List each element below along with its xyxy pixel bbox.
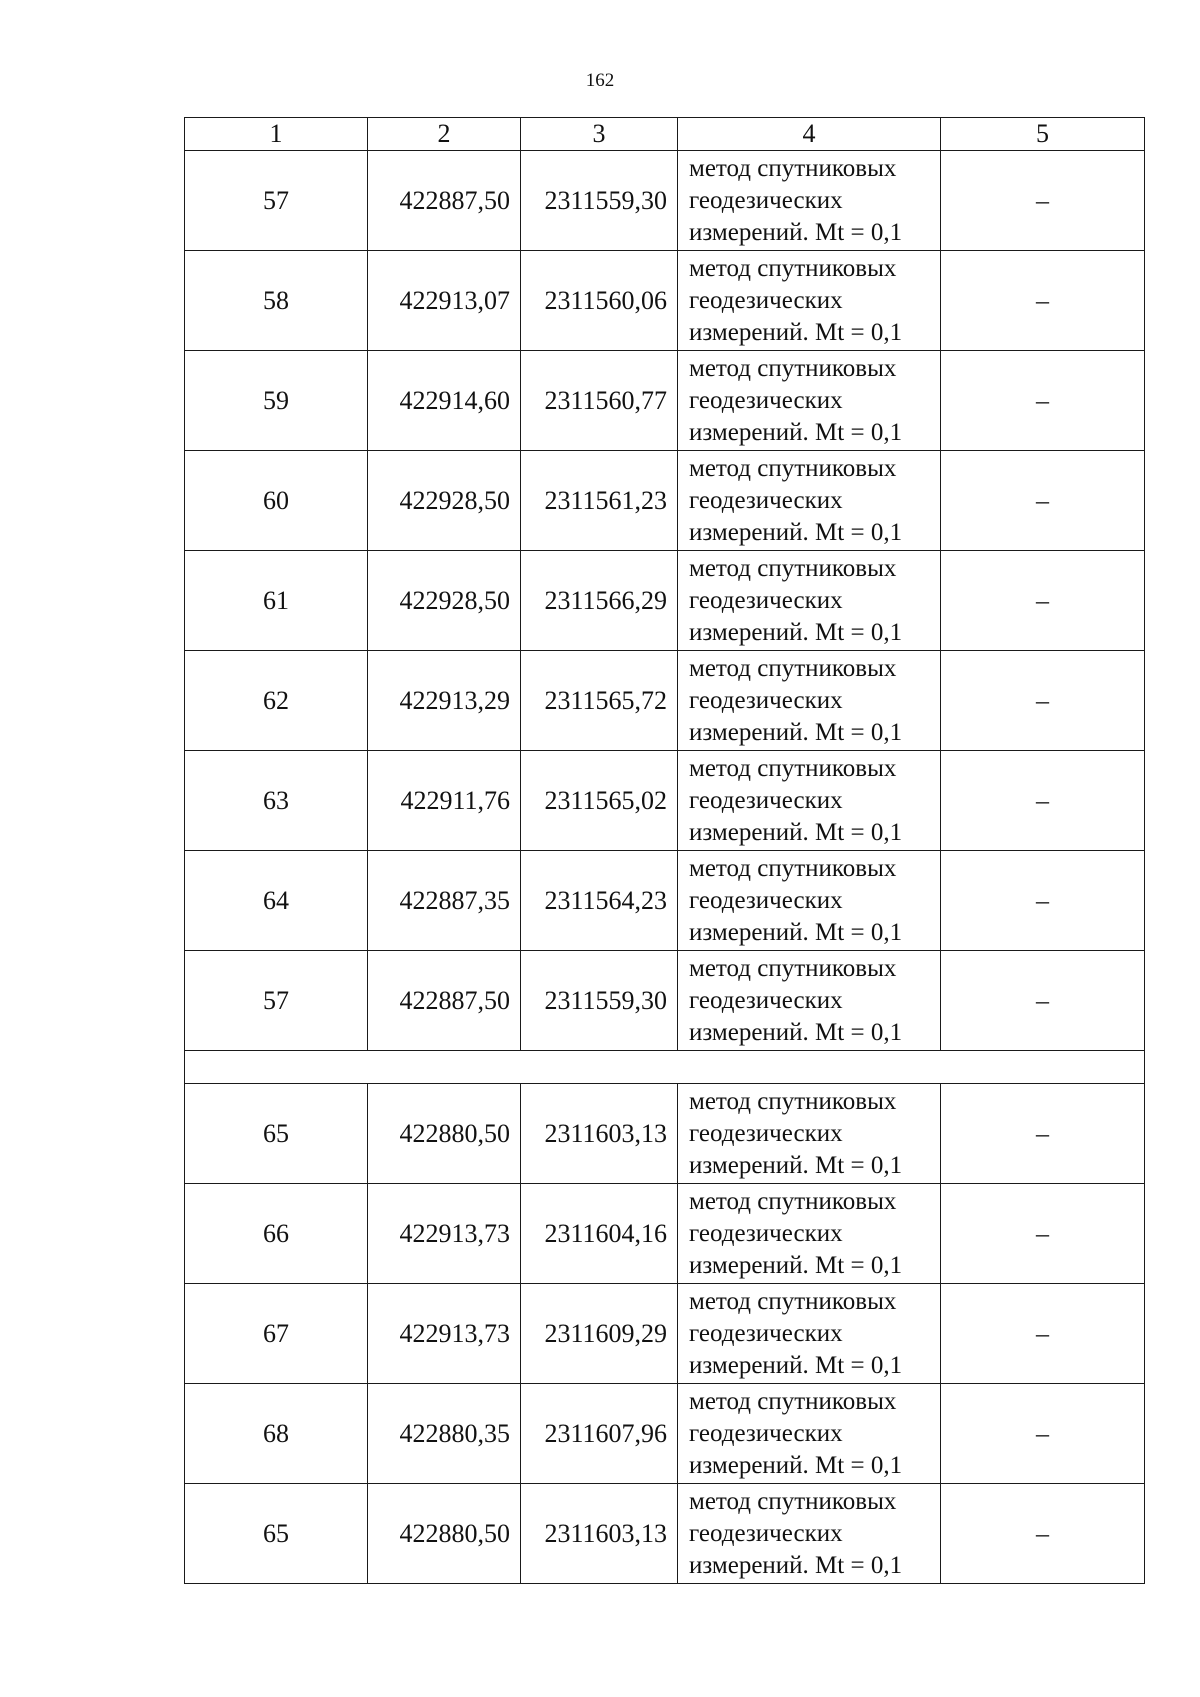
method-line: измерений. Mt = 0,1 [689, 1451, 903, 1479]
method-line: измерений. Mt = 0,1 [689, 918, 903, 946]
method-line: измерений. Mt = 0,1 [689, 718, 903, 746]
method-line: метод спутниковых [689, 1487, 897, 1515]
point-number-cell: 66 [185, 1184, 368, 1284]
header-cell: 1 [185, 118, 368, 151]
method-line: метод спутниковых [689, 1087, 897, 1115]
method-line: геодезических [689, 586, 843, 614]
method-line: метод спутниковых [689, 454, 897, 482]
point-number-cell: 65 [185, 1084, 368, 1184]
method-line: геодезических [689, 1519, 843, 1547]
point-number-cell: 60 [185, 451, 368, 551]
method-line: геодезических [689, 1319, 843, 1347]
method-line: геодезических [689, 986, 843, 1014]
method-cell [678, 551, 941, 651]
method-cell [678, 1284, 941, 1384]
y-coordinate-cell: 2311565,02 [521, 751, 678, 851]
method-line: измерений. Mt = 0,1 [689, 518, 903, 546]
x-coordinate-cell: 422911,76 [368, 751, 521, 851]
x-coordinate-cell: 422887,35 [368, 851, 521, 951]
method-line: метод спутниковых [689, 254, 897, 282]
table-row [185, 751, 1145, 851]
method-line: измерений. Mt = 0,1 [689, 1351, 903, 1379]
y-coordinate-cell: 2311603,13 [521, 1084, 678, 1184]
method-cell [678, 1384, 941, 1484]
method-cell [678, 751, 941, 851]
x-coordinate-cell: 422913,73 [368, 1284, 521, 1384]
x-coordinate-cell: 422913,07 [368, 251, 521, 351]
note-cell: – [941, 451, 1145, 551]
method-line: измерений. Mt = 0,1 [689, 318, 903, 346]
table-header-row [185, 118, 1145, 151]
method-line: метод спутниковых [689, 1187, 897, 1215]
header-cell: 3 [521, 118, 678, 151]
note-cell: – [941, 1484, 1145, 1584]
method-cell [678, 151, 941, 251]
method-line: геодезических [689, 1119, 843, 1147]
note-cell: – [941, 1384, 1145, 1484]
method-line: геодезических [689, 786, 843, 814]
point-number-cell: 58 [185, 251, 368, 351]
table-row [185, 351, 1145, 451]
method-cell [678, 1484, 941, 1584]
table-body [185, 118, 1145, 1584]
x-coordinate-cell: 422928,50 [368, 551, 521, 651]
y-coordinate-cell: 2311604,16 [521, 1184, 678, 1284]
y-coordinate-cell: 2311565,72 [521, 651, 678, 751]
method-line: метод спутниковых [689, 554, 897, 582]
table-row [185, 551, 1145, 651]
x-coordinate-cell: 422928,50 [368, 451, 521, 551]
point-number-cell: 64 [185, 851, 368, 951]
y-coordinate-cell: 2311564,23 [521, 851, 678, 951]
note-cell: – [941, 951, 1145, 1051]
table-row [185, 451, 1145, 551]
y-coordinate-cell: 2311603,13 [521, 1484, 678, 1584]
x-coordinate-cell: 422887,50 [368, 151, 521, 251]
x-coordinate-cell: 422887,50 [368, 951, 521, 1051]
method-cell [678, 851, 941, 951]
group-separator-row [185, 1051, 1145, 1084]
method-line: геодезических [689, 386, 843, 414]
x-coordinate-cell: 422880,50 [368, 1084, 521, 1184]
method-cell [678, 1184, 941, 1284]
note-cell: – [941, 1284, 1145, 1384]
method-line: измерений. Mt = 0,1 [689, 1151, 903, 1179]
x-coordinate-cell: 422880,50 [368, 1484, 521, 1584]
x-coordinate-cell: 422913,73 [368, 1184, 521, 1284]
point-number-cell: 61 [185, 551, 368, 651]
method-line: измерений. Mt = 0,1 [689, 218, 903, 246]
method-line: геодезических [689, 486, 843, 514]
point-number-cell: 57 [185, 951, 368, 1051]
method-cell [678, 351, 941, 451]
method-line: метод спутниковых [689, 654, 897, 682]
point-number-cell: 63 [185, 751, 368, 851]
note-cell: – [941, 551, 1145, 651]
point-number-cell: 62 [185, 651, 368, 751]
table-row [185, 1484, 1145, 1584]
point-number-cell: 67 [185, 1284, 368, 1384]
table-row [185, 951, 1145, 1051]
method-line: измерений. Mt = 0,1 [689, 1018, 903, 1046]
y-coordinate-cell: 2311560,06 [521, 251, 678, 351]
note-cell: – [941, 851, 1145, 951]
table-row [185, 1284, 1145, 1384]
method-line: геодезических [689, 286, 843, 314]
note-cell: – [941, 751, 1145, 851]
x-coordinate-cell: 422914,60 [368, 351, 521, 451]
y-coordinate-cell: 2311566,29 [521, 551, 678, 651]
method-line: измерений. Mt = 0,1 [689, 618, 903, 646]
method-line: метод спутниковых [689, 154, 897, 182]
method-line: геодезических [689, 686, 843, 714]
method-line: метод спутниковых [689, 1387, 897, 1415]
note-cell: – [941, 1084, 1145, 1184]
method-line: геодезических [689, 1219, 843, 1247]
table-row [185, 851, 1145, 951]
method-line: метод спутниковых [689, 854, 897, 882]
note-cell: – [941, 1184, 1145, 1284]
table-row [185, 651, 1145, 751]
header-cell: 4 [678, 118, 941, 151]
method-line: геодезических [689, 886, 843, 914]
note-cell: – [941, 251, 1145, 351]
note-cell: – [941, 351, 1145, 451]
method-line: геодезических [689, 186, 843, 214]
method-line: геодезических [689, 1419, 843, 1447]
y-coordinate-cell: 2311561,23 [521, 451, 678, 551]
page-number: 162 [585, 70, 615, 91]
method-line: измерений. Mt = 0,1 [689, 1551, 903, 1579]
table-row [185, 1384, 1145, 1484]
point-number-cell: 57 [185, 151, 368, 251]
method-line: метод спутниковых [689, 954, 897, 982]
method-cell [678, 951, 941, 1051]
coordinates-table [184, 117, 1145, 1584]
group-separator-cell [185, 1051, 1145, 1084]
method-cell [678, 451, 941, 551]
point-number-cell: 65 [185, 1484, 368, 1584]
method-cell [678, 251, 941, 351]
method-cell [678, 651, 941, 751]
table-row [185, 151, 1145, 251]
method-line: метод спутниковых [689, 1287, 897, 1315]
y-coordinate-cell: 2311559,30 [521, 951, 678, 1051]
table-row [185, 1184, 1145, 1284]
point-number-cell: 68 [185, 1384, 368, 1484]
y-coordinate-cell: 2311560,77 [521, 351, 678, 451]
method-line: метод спутниковых [689, 354, 897, 382]
table-row [185, 251, 1145, 351]
method-line: метод спутниковых [689, 754, 897, 782]
method-line: измерений. Mt = 0,1 [689, 1251, 903, 1279]
y-coordinate-cell: 2311559,30 [521, 151, 678, 251]
note-cell: – [941, 151, 1145, 251]
note-cell: – [941, 651, 1145, 751]
x-coordinate-cell: 422913,29 [368, 651, 521, 751]
method-cell [678, 1084, 941, 1184]
y-coordinate-cell: 2311609,29 [521, 1284, 678, 1384]
point-number-cell: 59 [185, 351, 368, 451]
table-row [185, 1084, 1145, 1184]
header-cell: 5 [941, 118, 1145, 151]
x-coordinate-cell: 422880,35 [368, 1384, 521, 1484]
method-line: измерений. Mt = 0,1 [689, 418, 903, 446]
y-coordinate-cell: 2311607,96 [521, 1384, 678, 1484]
method-line: измерений. Mt = 0,1 [689, 818, 903, 846]
header-cell: 2 [368, 118, 521, 151]
